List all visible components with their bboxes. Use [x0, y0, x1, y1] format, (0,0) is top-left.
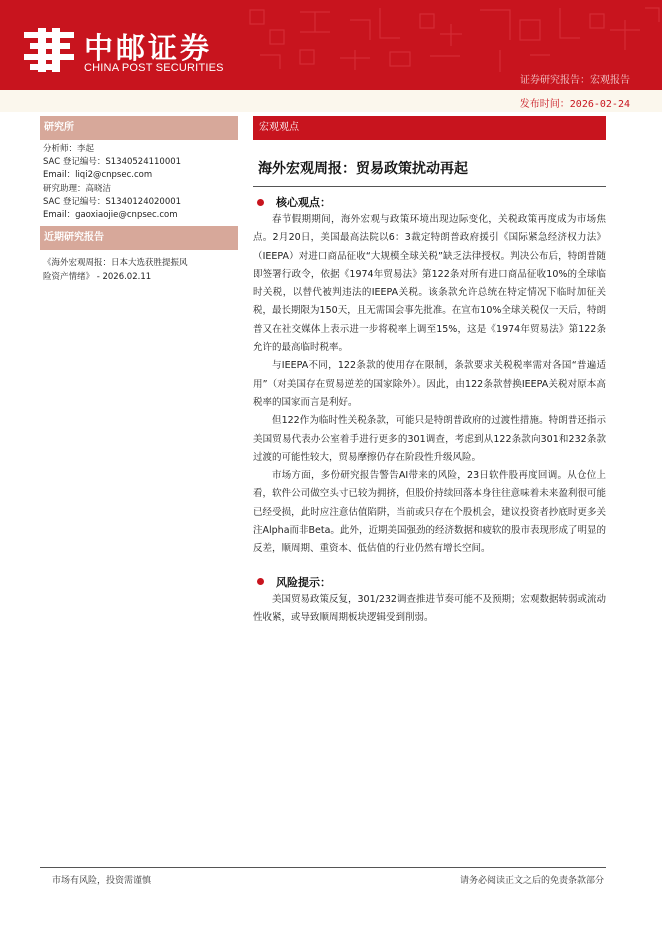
- assistant-sac-number: SAC 登记编号：S1340124020001: [43, 196, 182, 207]
- brand-name-cn: 中邮证券: [84, 31, 213, 65]
- brand-name-en: CHINA POST SECURITIES: [84, 62, 224, 74]
- bullet-icon: [257, 578, 264, 585]
- footer-divider: [40, 867, 606, 868]
- assistant-email[interactable]: Email：gaoxiaojie@cnpsec.com: [43, 210, 178, 221]
- bullet-icon: [257, 199, 264, 206]
- analyst-sac-number: SAC 登记编号：S1340524110001: [43, 157, 182, 168]
- footer-risk-notice: 市场有风险，投资需谨慎: [52, 876, 152, 886]
- analyst-info: [40, 140, 238, 222]
- assistant-name: 研究助理：高晓洁: [43, 183, 112, 194]
- core-views-heading: [253, 193, 606, 211]
- category-tag: 宏观观点: [253, 116, 606, 140]
- core-paragraph: 市场方面，多份研究报告警告AI带来的风险，23日软件股再度回调。从仓位上看，软件公司做空头寸已较为拥挤，但股价持续回落本身往往意味着未来盈利很可能已经受损，此时应注意估值陷阱，当前或只存在个股机会，建议投资者抄底时更多关注Alpha而非Beta。此外，近期美国强劲的经济数据和疲软的股市表现形成了明显的反差，顺周期、重资本、低估值的行业仍然有增长空间。: [253, 470, 606, 555]
- analyst-name: 分析师：李起: [43, 144, 95, 154]
- risk-heading: [253, 573, 606, 591]
- risk-label: 风险提示：: [276, 575, 331, 589]
- sidebar: [40, 116, 238, 284]
- report-type: 证券研究报告：宏观报告: [520, 75, 630, 86]
- recent-report-link[interactable]: [40, 250, 238, 284]
- core-paragraph: 与IEEPA不同，122条款的使用存在限制，条款要求关税税率需对各国“普遍适用”（对美国存在贸易逆差的国家除外）。因此，由122条款替换IEEPA关税对原本高税率的国家而言是利好。: [253, 360, 606, 408]
- recent-report-line: 《海外宏观周报：日本大选获胜提振风: [43, 258, 188, 269]
- core-paragraph: 但122作为临时性关税条款，可能只是特朗普政府的过渡性措施。特朗普还指示美国贸易代表办公室着手进行更多的301调查，考虑到从122条款向301和232条款过渡的可能性较大，贸易摩擦仍存在阶段性升级风险。: [253, 415, 606, 463]
- publish-date: 发布时间：2026-02-24: [519, 99, 630, 110]
- main-content: [253, 116, 606, 627]
- china-post-logo-icon: [22, 26, 76, 74]
- report-title: 海外宏观周报：贸易政策扰动再起: [258, 161, 468, 177]
- recent-reports-heading: 近期研究报告: [40, 226, 238, 250]
- core-paragraph: 春节假期期间，海外宏观与政策环境出现边际变化，关税政策再度成为市场焦点。2月20日，美国最高法院以6：3裁定特朗普政府援引《国际紧急经济权力法》（IEEPA）对进口商品征收“大规模全球关税”缺乏法律授权。判决公布后，特朗普随即签署行政令，依据《1974年贸易法》第122条对所有进口商品征收10%的全球临时关税，以替代被判违法的IEEPA关税。该条款允许总统在特定情况下临时加征关税，最长期限为150天，且无需国会事先批准。在宣布10%全球关税仅一天后，特朗普又在社交媒体上表示进一步将税率上调至15%，这是《1974年贸易法》第122条允许的最高临时税率。: [253, 214, 606, 354]
- risk-paragraph: 美国贸易政策反复，301/232调查推进节奏可能不及预期；宏观数据转弱或流动性收紧，或导致顺周期板块逻辑受到削弱。: [253, 593, 606, 623]
- recent-report-line: 险资产情绪》 - 2026.02.11: [43, 272, 152, 283]
- title-divider: [253, 186, 606, 187]
- research-institute-heading: 研究所: [40, 116, 238, 140]
- core-views-label: 核心观点：: [276, 196, 331, 209]
- date-strip: [0, 90, 662, 112]
- analyst-email[interactable]: Email：liqi2@cnpsec.com: [43, 170, 153, 181]
- header-banner: [0, 0, 662, 90]
- footer-disclaimer-notice: 请务必阅读正文之后的免责条款部分: [459, 876, 604, 886]
